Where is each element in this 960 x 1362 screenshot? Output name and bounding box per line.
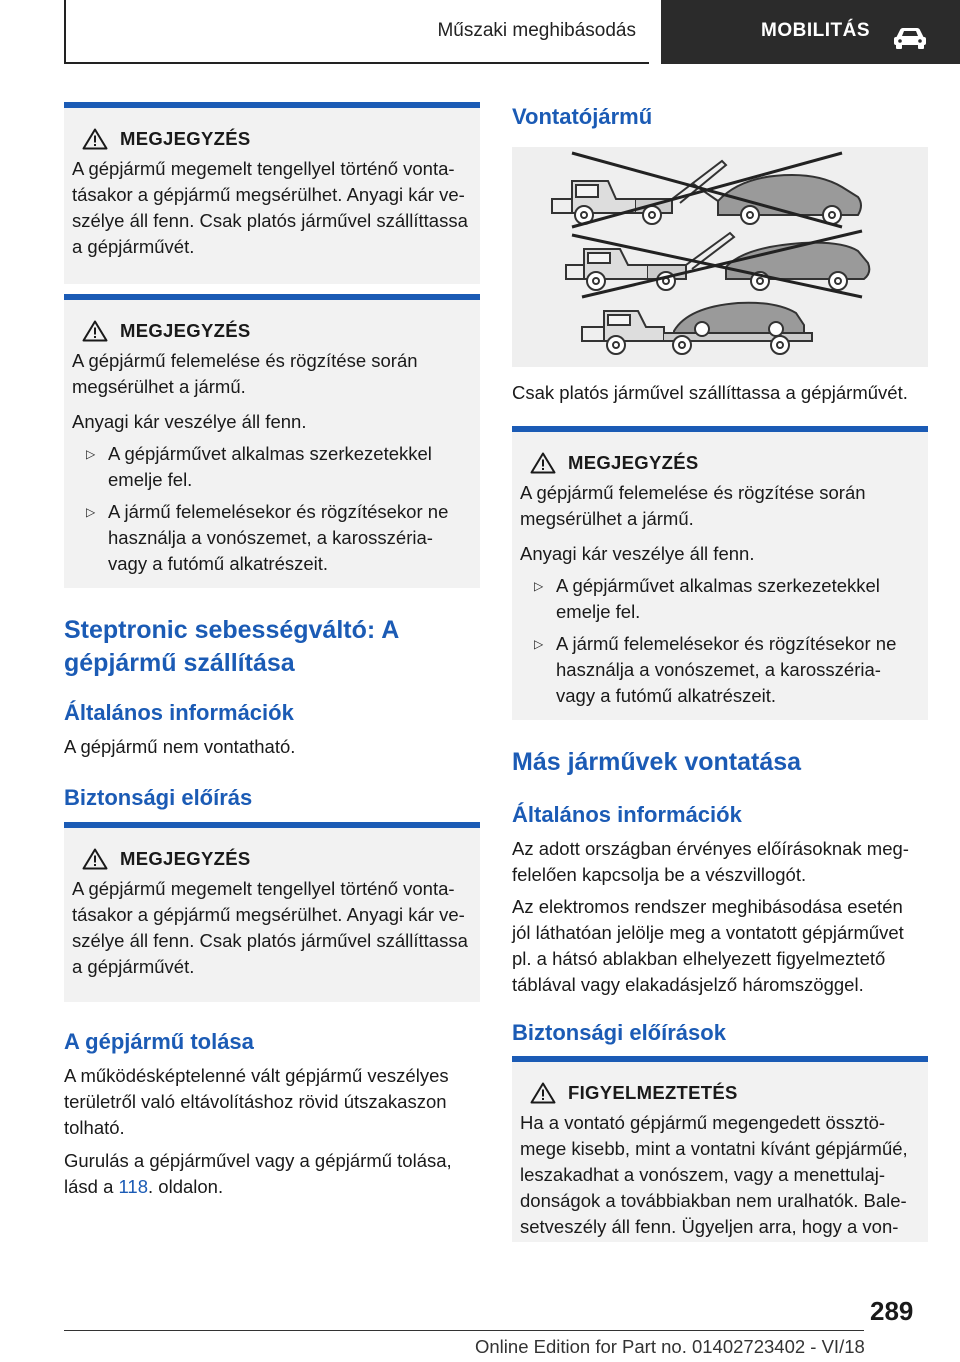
warning-triangle-icon (82, 320, 108, 342)
warning-triangle-icon (82, 848, 108, 870)
note-text: A gépjármű felemelése és rögzítése során megsérülhet a jármű. (520, 482, 866, 529)
note-title: FIGYELMEZTETÉS (568, 1082, 738, 1103)
header-rule-bottom (64, 62, 649, 64)
towing-illustration (512, 147, 928, 367)
note-box-lifted-axle-2 (64, 822, 480, 1002)
heading-steptronic: Steptronic sebességváltó: A gépjármű szállítása (64, 616, 399, 677)
warning-triangle-icon (530, 1082, 556, 1104)
warning-box-towing (512, 1056, 928, 1242)
car-icon (892, 26, 928, 50)
bullet-triangle-icon: ▷ (534, 637, 544, 651)
heading-general-info: Általános információk (64, 700, 294, 725)
note-text: A gépjármű megemelt tengellyel történő vonta-tásakor a gépjármű megsérülhet. Anyagi kár ve-szélye áll fenn. Csak platós járművel szállíttassa a gépjárművét. (72, 878, 468, 977)
warning-triangle-icon (82, 128, 108, 150)
note-text: Anyagi kár veszélye áll fenn. (72, 411, 307, 432)
note-title: MEGJEGYZÉS (120, 320, 251, 341)
note-title: MEGJEGYZÉS (120, 128, 251, 149)
footer-rule (64, 1330, 864, 1331)
heading-towing-vehicle: Vontatójármű (512, 104, 653, 129)
section-title: Műszaki meghibásodás (437, 20, 636, 41)
towing-diagram (512, 147, 928, 367)
note-text: Ha a vontató gépjármű megengedett össztö-mege kisebb, mint a vontatni kívánt gépjárműé, leszakadhat a vonószem, vagy a menettulaj-donságok a továbbiakban nem uralhatók. Bale-setveszély áll fenn. Ügyeljen arra, hogy a von- (520, 1112, 908, 1237)
heading-general-info-2: Általános információk (512, 802, 742, 827)
heading-safety-rules: Biztonsági előírások (512, 1020, 726, 1045)
edition-info: Online Edition for Part no. 01402723402 - VI/18 (475, 1336, 865, 1357)
list-item: ▷ A jármű felemelésekor és rögzítésekor ne használja a vonószemet, a karosszéria- vagy a futómű alkatrészeit. (72, 499, 472, 577)
bullet-triangle-icon: ▷ (534, 579, 544, 593)
note-text: A gépjármű felemelése és rögzítése során megsérülhet a jármű. (72, 350, 418, 397)
chapter-tab[interactable] (661, 0, 960, 64)
list-item: ▷ A gépjárművet alkalmas szerkezetekkel emelje fel. (72, 441, 472, 493)
general-info-text-1: Az adott országban érvényes előírásoknak meg-felelően kapcsolja be a vészvillogót. (512, 838, 909, 885)
bullet-triangle-icon: ▷ (86, 505, 96, 519)
page-number: 289 (870, 1296, 914, 1326)
page-link[interactable]: 118 (118, 1176, 149, 1197)
pushing-reference: Gurulás a gépjárművel vagy a gépjármű tolása, lásd a 118. oldalon. (64, 1150, 452, 1197)
car-on-flatbed (674, 303, 804, 336)
note-title: MEGJEGYZÉS (568, 452, 699, 473)
note-text: Anyagi kár veszélye áll fenn. (520, 543, 755, 564)
note-box-lifting (64, 294, 480, 588)
chapter-tab-label: MOBILITÁS (761, 20, 870, 41)
figure-caption: Csak platós járművel szállíttassa a gépjárművét. (512, 382, 908, 403)
warning-triangle-icon (530, 452, 556, 474)
heading-other-vehicles: Más járművek vontatása (512, 748, 802, 776)
note-box-lifted-axle (64, 102, 480, 284)
note-box-lifting-2 (512, 426, 928, 720)
note-text: A gépjármű megemelt tengellyel történő vonta-tásakor a gépjármű megsérülhet. Anyagi kár ve-szélye áll fenn. Csak platós járművel szállíttassa a gépjárművét. (72, 158, 468, 257)
list-item: ▷ A jármű felemelésekor és rögzítésekor ne használja a vonószemet, a karosszéria- vagy a futómű alkatrészeit. (520, 631, 920, 709)
list-item: ▷ A gépjárművet alkalmas szerkezetekkel emelje fel. (520, 573, 920, 625)
note-title: MEGJEGYZÉS (120, 848, 251, 869)
bullet-triangle-icon: ▷ (86, 447, 96, 461)
pushing-text: A működésképtelenné vált gépjármű veszélyes területről való eltávolításhoz rövid útszakaszon tolható. (64, 1065, 449, 1138)
heading-pushing: A gépjármű tolása (64, 1029, 254, 1054)
general-info-text: A gépjármű nem vontatható. (64, 736, 296, 757)
heading-safety-rule: Biztonsági előírás (64, 785, 253, 810)
general-info-text-2: Az elektromos rendszer meghibásodása esetén jól láthatóan jelölje meg a vontatott gépjárművet pl. a hátsó ablakban elhelyezett figyelmeztető táblával vagy elakadásjelző háromszöggel. (512, 896, 904, 995)
